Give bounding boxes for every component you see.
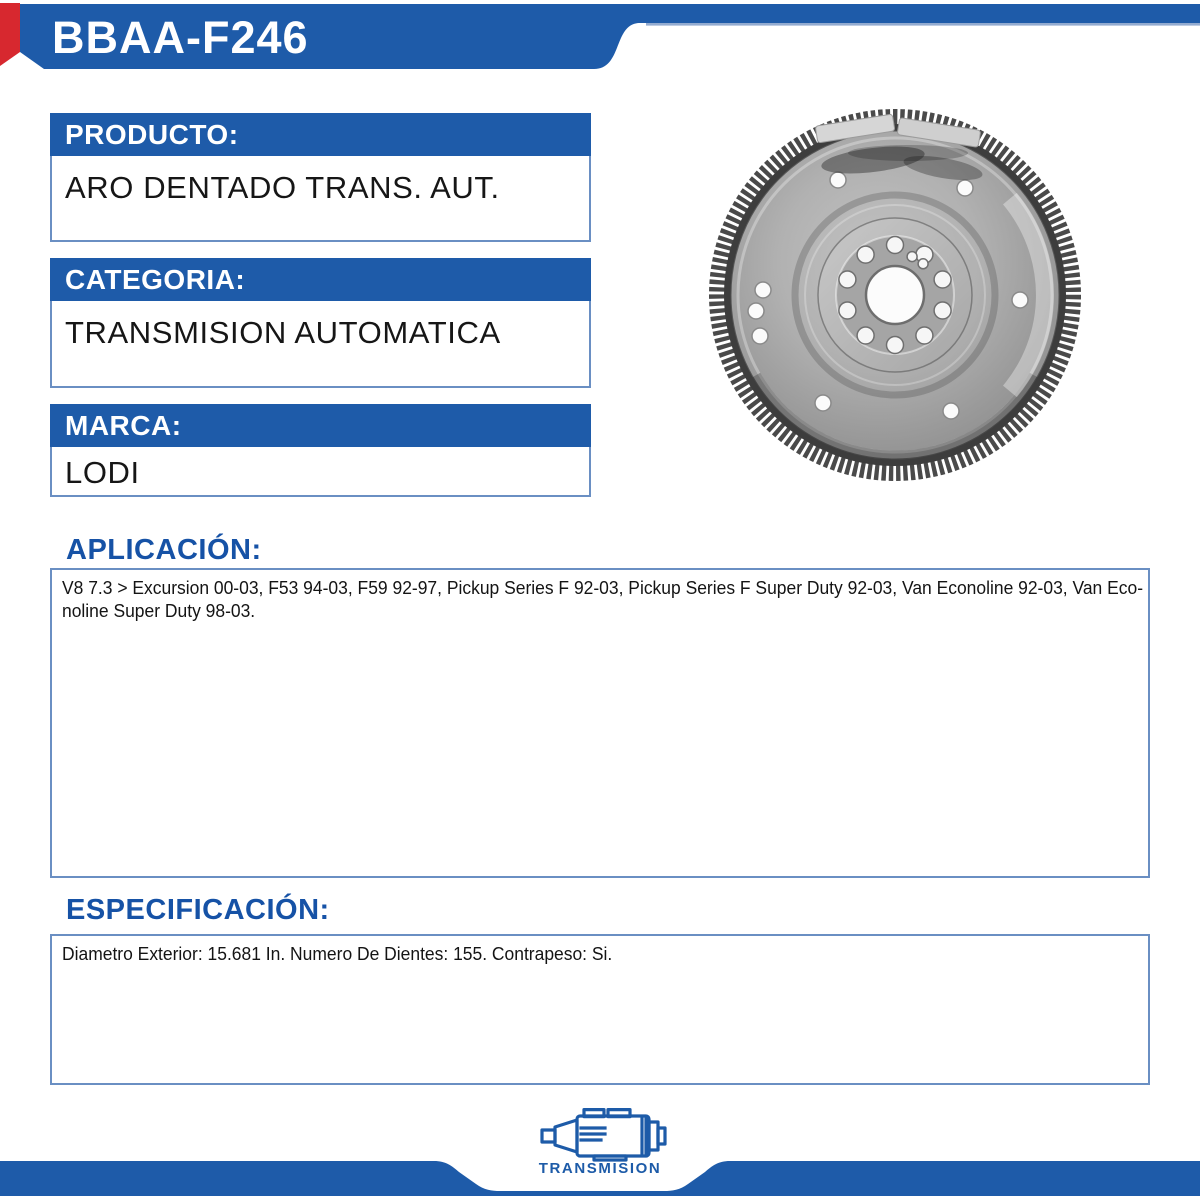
aplicacion-box xyxy=(50,568,1150,878)
transmission-icon xyxy=(539,1108,669,1162)
categoria-value: TRANSMISION AUTOMATICA xyxy=(50,301,591,388)
part-number-title: BBAA-F246 xyxy=(52,12,309,63)
marca-card xyxy=(50,404,591,497)
header-red-accent xyxy=(0,3,20,66)
header-strip-underline xyxy=(646,23,1200,26)
especificacion-text: Diametro Exterior: 15.681 In. Numero De Dientes: 155. Contrapeso: Si. xyxy=(62,944,613,964)
categoria-card xyxy=(50,258,591,388)
aplicacion-text-line2: noline Super Duty 98-03. xyxy=(62,601,256,621)
producto-card xyxy=(50,113,591,242)
product-photo-flexplate xyxy=(698,98,1098,498)
producto-value: ARO DENTADO TRANS. AUT. xyxy=(50,156,591,242)
aplicacion-text-line1: V8 7.3 > Excursion 00-03, F53 94-03, F59 92-97, Pickup Series F 92-03, Pickup Series F Super Duty 92-03, Van Econoline 92-03, Van Eco- xyxy=(62,578,1144,598)
center-bore-hole xyxy=(866,266,924,324)
categoria-label: CATEGORIA: xyxy=(50,258,591,301)
especificacion-box xyxy=(50,934,1150,1085)
marca-label: MARCA: xyxy=(50,404,591,447)
especificacion-title: ESPECIFICACIÓN: xyxy=(66,894,330,926)
aplicacion-title: APLICACIÓN: xyxy=(66,534,262,566)
producto-label: PRODUCTO: xyxy=(50,113,591,156)
marca-value: LODI xyxy=(50,447,591,497)
footer-category-label: TRANSMISION xyxy=(538,1160,662,1177)
